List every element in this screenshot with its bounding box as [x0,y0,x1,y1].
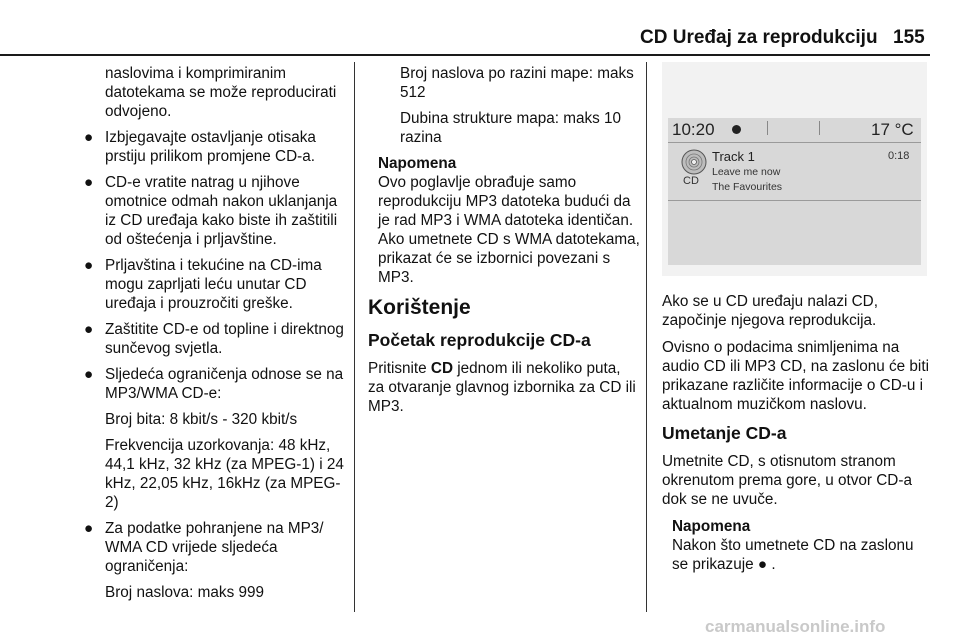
elapsed-time: 0:18 [888,150,910,162]
list-item: ● CD-e vratite natrag u njihove omotnice odmah nakon uklanjanja iz CD uređaja kako biste ih zaštitili od oštećenja i prljavštine. [84,174,338,248]
list-item: ● Izbjegavajte ostavljanje otisaka prstiju prilikom promjene CD-a. [84,129,316,165]
note-text: Nakon što umetnete CD na zaslonu se prikazuje ● . [672,537,914,573]
paragraph: Pritisnite CD jednom ili nekoliko puta, za otvaranje glavnog izbornika za CD ili MP3. [368,360,636,415]
section-heading: Korištenje [368,296,471,319]
column-divider [354,62,355,612]
column-1 [62,64,348,609]
cd-button-label: CD [430,360,454,377]
list-item: ● Zaštitite CD-e od topline i direktnog sunčevog svjetla. [84,321,344,357]
disc-dot-icon: ● [757,556,768,573]
note-heading: Napomena [378,155,457,172]
disc-dot-icon [732,125,741,134]
watermark: carmanualsonline.info [705,617,886,636]
note-text: Ovo poglavlje obrađuje samo reprodukciju MP3 datoteka budući da je rad MP3 i WMA datoteka identičan. Ako umetnete CD s WMA datotekama, prikazat će se izbornici povezani s MP3. [378,174,640,286]
sub-item: Dubina strukture mapa: maks 10 razina [400,110,622,146]
clock: 10:20 [672,120,715,139]
bullet-icon: ● [84,129,94,146]
display-illustration [662,62,927,276]
list-item: ● Sljedeća ograničenja odnose se na MP3/WMA CD-e: [84,366,344,402]
subsection-heading: Umetanje CD-a [662,423,787,443]
song-title: Leave me now [712,166,781,178]
note-heading: Napomena [672,518,751,535]
divider [767,121,768,135]
page-number: 155 [893,27,925,48]
column-2 [368,64,640,424]
bullet-icon: ● [84,174,94,191]
display-screen [668,118,921,265]
column-3 [662,292,930,582]
sub-item: Broj bita: 8 kbit/s - 320 kbit/s [105,411,298,428]
continued-text: naslovima i komprimiranim datotekama se može reproducirati odvojeno. [105,65,337,120]
page-title: CD Uređaj za reprodukciju [640,27,878,48]
divider [819,121,820,135]
paragraph: Ako se u CD uređaju nalazi CD, započinje njegova reprodukcija. [662,293,878,329]
bullet-icon: ● [84,321,94,338]
list-item: ● Za podatke pohranjene na MP3/ WMA CD vrijede sljedeća ograničenja: [84,520,324,575]
cd-source-label: CD [683,175,699,187]
paragraph: Ovisno o podacima snimljenima na audio CD ili MP3 CD, na zaslonu će biti prikazane različite informacije o CD-u i aktualnom muzičkom naslovu. [662,339,929,413]
sub-item: Broj naslova po razini mape: maks 512 [400,65,634,101]
list-item: ● Prljavština i tekućine na CD-ima mogu zaprljati leću unutar CD uređaja i prouzročiti greške. [84,257,322,312]
sub-item: Frekvencija uzorkovanja: 48 kHz, 44,1 kHz, 32 kHz (za MPEG-1) i 24 kHz, 22,05 kHz, 16kHz (za MPEG-2) [105,437,344,511]
track-title: Track 1 [712,149,755,164]
column-divider [646,62,647,612]
bullet-icon: ● [84,520,94,537]
status-bar [668,118,921,143]
artist-name: The Favourites [712,181,783,193]
sub-item: Broj naslova: maks 999 [105,584,264,601]
divider [668,200,921,201]
bullet-icon: ● [84,257,94,274]
bullet-icon: ● [84,366,94,383]
header-rule [0,54,930,56]
temperature: 17 °C [871,120,914,139]
paragraph: Umetnite CD, s otisnutom stranom okrenutom prema gore, u otvor CD-a dok se ne uvuče. [662,453,912,508]
subsection-heading: Početak reprodukcije CD-a [368,330,591,350]
cd-disc-icon [681,149,707,175]
